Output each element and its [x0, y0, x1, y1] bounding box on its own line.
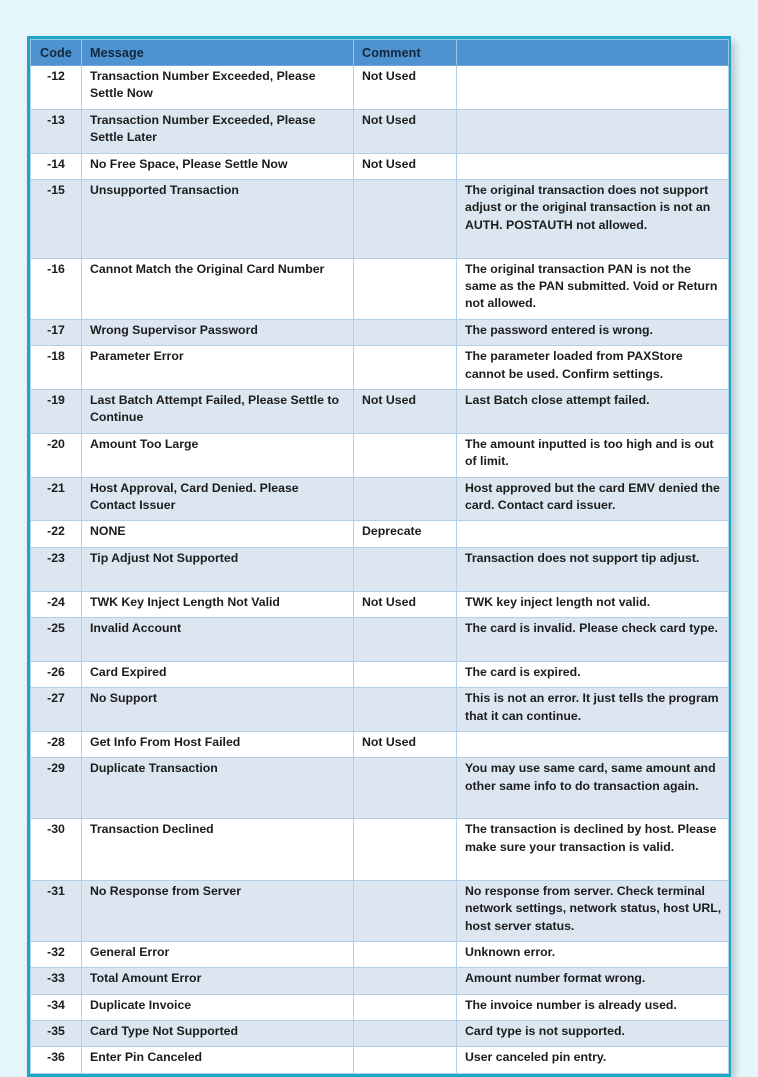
table-row [31, 591, 729, 617]
cell-comment: Not Used [354, 731, 457, 757]
cell-comment [354, 179, 457, 258]
table-row [31, 153, 729, 179]
error-code-table [30, 39, 729, 1074]
cell-code: -26 [31, 661, 82, 687]
cell-code: -18 [31, 346, 82, 390]
cell-description: No response from server. Check terminal network settings, network status, host URL, host server status. [457, 880, 729, 941]
table-body [31, 66, 729, 1074]
cell-description: The card is expired. [457, 661, 729, 687]
cell-comment: Not Used [354, 66, 457, 110]
table-row [31, 66, 729, 110]
table-row [31, 880, 729, 941]
cell-code: -30 [31, 819, 82, 880]
cell-comment: Not Used [354, 153, 457, 179]
table-row [31, 688, 729, 732]
error-code-table-frame [27, 36, 731, 1077]
cell-code: -32 [31, 941, 82, 967]
cell-message: Unsupported Transaction [82, 179, 354, 258]
cell-message: Amount Too Large [82, 433, 354, 477]
cell-message: No Response from Server [82, 880, 354, 941]
cell-code: -28 [31, 731, 82, 757]
cell-code: -13 [31, 109, 82, 153]
cell-comment [354, 1047, 457, 1073]
cell-code: -22 [31, 521, 82, 547]
cell-description [457, 66, 729, 110]
cell-code: -21 [31, 477, 82, 521]
cell-description: Card type is not supported. [457, 1021, 729, 1047]
cell-comment: Not Used [354, 591, 457, 617]
cell-code: -29 [31, 758, 82, 819]
table-row [31, 389, 729, 433]
table-row [31, 758, 729, 819]
column-header-description [457, 40, 729, 66]
cell-code: -12 [31, 66, 82, 110]
table-header-row [31, 40, 729, 66]
cell-comment [354, 688, 457, 732]
cell-description: The invoice number is already used. [457, 994, 729, 1020]
table-row [31, 1047, 729, 1073]
cell-message: No Support [82, 688, 354, 732]
cell-code: -25 [31, 617, 82, 661]
cell-message: TWK Key Inject Length Not Valid [82, 591, 354, 617]
cell-comment [354, 941, 457, 967]
cell-message: Get Info From Host Failed [82, 731, 354, 757]
cell-code: -34 [31, 994, 82, 1020]
cell-message: Transaction Number Exceeded, Please Settle Now [82, 66, 354, 110]
cell-comment [354, 758, 457, 819]
table-row [31, 617, 729, 661]
column-header-message: Message [82, 40, 354, 66]
cell-message: Total Amount Error [82, 968, 354, 994]
cell-message: Cannot Match the Original Card Number [82, 258, 354, 319]
table-row [31, 179, 729, 258]
table-row [31, 819, 729, 880]
table-row [31, 433, 729, 477]
cell-message: Parameter Error [82, 346, 354, 390]
table-row [31, 547, 729, 591]
cell-message: Transaction Number Exceeded, Please Settle Later [82, 109, 354, 153]
cell-description: You may use same card, same amount and other same info to do transaction again. [457, 758, 729, 819]
cell-comment [354, 880, 457, 941]
cell-comment: Not Used [354, 389, 457, 433]
table-row [31, 968, 729, 994]
table-row [31, 994, 729, 1020]
cell-description: User canceled pin entry. [457, 1047, 729, 1073]
cell-description: The card is invalid. Please check card type. [457, 617, 729, 661]
cell-code: -20 [31, 433, 82, 477]
column-header-comment: Comment [354, 40, 457, 66]
cell-description: The password entered is wrong. [457, 319, 729, 345]
cell-description: The original transaction PAN is not the same as the PAN submitted. Void or Return not allowed. [457, 258, 729, 319]
cell-code: -14 [31, 153, 82, 179]
table-row [31, 477, 729, 521]
cell-code: -35 [31, 1021, 82, 1047]
cell-description [457, 153, 729, 179]
cell-code: -15 [31, 179, 82, 258]
cell-message: Enter Pin Canceled [82, 1047, 354, 1073]
cell-code: -24 [31, 591, 82, 617]
cell-message: General Error [82, 941, 354, 967]
cell-description: The transaction is declined by host. Please make sure your transaction is valid. [457, 819, 729, 880]
cell-description: Amount number format wrong. [457, 968, 729, 994]
table-row [31, 941, 729, 967]
table-row [31, 258, 729, 319]
cell-message: Duplicate Transaction [82, 758, 354, 819]
table-row [31, 661, 729, 687]
cell-comment: Not Used [354, 109, 457, 153]
cell-code: -27 [31, 688, 82, 732]
cell-comment [354, 258, 457, 319]
cell-description: Last Batch close attempt failed. [457, 389, 729, 433]
table-row [31, 109, 729, 153]
cell-code: -19 [31, 389, 82, 433]
table-header [31, 40, 729, 66]
cell-message: Wrong Supervisor Password [82, 319, 354, 345]
cell-comment [354, 547, 457, 591]
cell-description: Transaction does not support tip adjust. [457, 547, 729, 591]
cell-message: No Free Space, Please Settle Now [82, 153, 354, 179]
cell-description [457, 109, 729, 153]
cell-message: Duplicate Invoice [82, 994, 354, 1020]
cell-description: This is not an error. It just tells the program that it can continue. [457, 688, 729, 732]
cell-comment [354, 819, 457, 880]
cell-comment [354, 968, 457, 994]
cell-comment: Deprecate [354, 521, 457, 547]
cell-comment [354, 994, 457, 1020]
cell-message: Transaction Declined [82, 819, 354, 880]
cell-code: -33 [31, 968, 82, 994]
cell-description: The amount inputted is too high and is out of limit. [457, 433, 729, 477]
cell-comment [354, 433, 457, 477]
cell-message: Tip Adjust Not Supported [82, 547, 354, 591]
cell-comment [354, 617, 457, 661]
cell-description: TWK key inject length not valid. [457, 591, 729, 617]
cell-code: -23 [31, 547, 82, 591]
table-row [31, 731, 729, 757]
cell-code: -16 [31, 258, 82, 319]
cell-code: -17 [31, 319, 82, 345]
cell-message: Invalid Account [82, 617, 354, 661]
cell-comment [354, 346, 457, 390]
cell-message: Card Type Not Supported [82, 1021, 354, 1047]
cell-code: -31 [31, 880, 82, 941]
column-header-code: Code [31, 40, 82, 66]
cell-message: Last Batch Attempt Failed, Please Settle to Continue [82, 389, 354, 433]
cell-comment [354, 1021, 457, 1047]
cell-description [457, 521, 729, 547]
table-row [31, 319, 729, 345]
cell-comment [354, 661, 457, 687]
cell-description [457, 731, 729, 757]
cell-description: Unknown error. [457, 941, 729, 967]
cell-code: -36 [31, 1047, 82, 1073]
cell-message: Host Approval, Card Denied. Please Contact Issuer [82, 477, 354, 521]
cell-description: The parameter loaded from PAXStore cannot be used. Confirm settings. [457, 346, 729, 390]
cell-comment [354, 477, 457, 521]
table-row [31, 521, 729, 547]
cell-message: Card Expired [82, 661, 354, 687]
cell-description: Host approved but the card EMV denied the card. Contact card issuer. [457, 477, 729, 521]
cell-description: The original transaction does not support adjust or the original transaction is not an AUTH. POSTAUTH not allowed. [457, 179, 729, 258]
table-row [31, 346, 729, 390]
cell-comment [354, 319, 457, 345]
table-row [31, 1021, 729, 1047]
cell-message: NONE [82, 521, 354, 547]
